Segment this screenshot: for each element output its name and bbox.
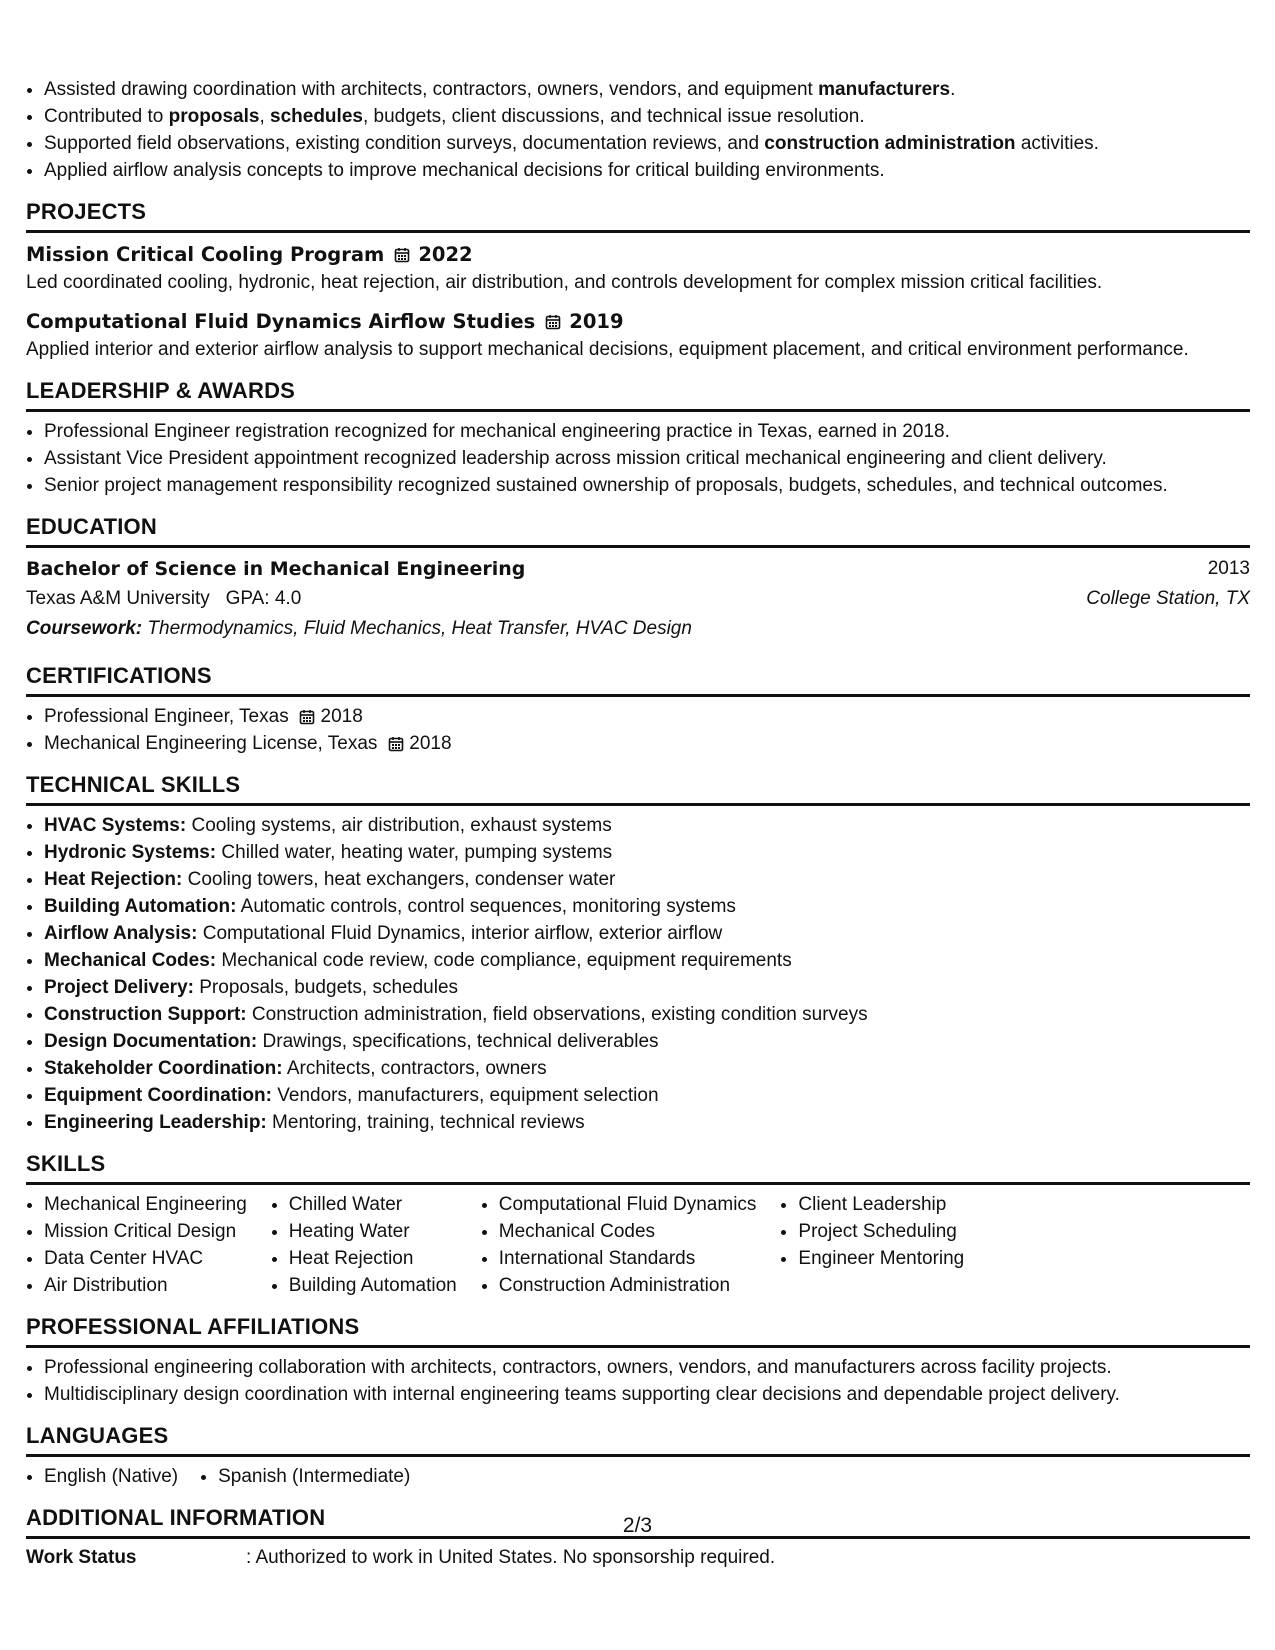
resume-page — [26, 76, 1250, 1571]
list-item: • Engineer Mentoring — [798, 1245, 964, 1272]
project-name: Computational Fluid Dynamics Airflow Studies — [26, 310, 536, 333]
list-item: • Assistant Vice President appointment recognized leadership across mission critical mechanical engineering and client delivery. — [44, 445, 1250, 472]
list-item: • Contributed to proposals, schedules, budgets, client discussions, and technical issue resolution. — [44, 103, 1250, 130]
project-heading — [26, 239, 1250, 270]
section-title: CERTIFICATIONS — [26, 663, 212, 688]
leadership-list — [26, 418, 1250, 499]
list-item: • English (Native) — [44, 1463, 178, 1490]
education-school-row — [26, 584, 1250, 614]
list-item: • Equipment Coordination: Vendors, manufacturers, equipment selection — [44, 1082, 1250, 1109]
skills-grid — [26, 1191, 1250, 1299]
list-item: • Construction Support: Construction administration, field observations, existing condition surveys — [44, 1001, 1250, 1028]
project-description: Applied interior and exterior airflow analysis to support mechanical decisions, equipment placement, and critical environment performance. — [26, 339, 1189, 360]
skills-column — [481, 1191, 757, 1299]
section-title: TECHNICAL SKILLS — [26, 772, 241, 797]
project-name: Mission Critical Cooling Program — [26, 243, 385, 266]
list-item: • Spanish (Intermediate) — [218, 1463, 410, 1490]
calendar-icon — [394, 247, 410, 263]
list-item: • Senior project management responsibility recognized sustained ownership of proposals, budgets, schedules, and technical outcomes. — [44, 472, 1250, 499]
experience-bullets — [26, 76, 1250, 184]
list-item: • Heat Rejection: Cooling towers, heat exchangers, condenser water — [44, 866, 1250, 893]
list-item: • Building Automation: Automatic controls, control sequences, monitoring systems — [44, 893, 1250, 920]
list-item: • Air Distribution — [44, 1272, 247, 1299]
section-title: ADDITIONAL INFORMATION — [26, 1505, 326, 1530]
list-item: • Hydronic Systems: Chilled water, heating water, pumping systems — [44, 839, 1250, 866]
languages-section — [26, 1422, 1250, 1490]
education-degree-row — [26, 554, 1250, 584]
list-item: • Professional engineering collaboration with architects, contractors, owners, vendors, and manufacturers across facility projects. — [44, 1354, 1250, 1381]
skills-column — [780, 1191, 964, 1299]
work-status-row — [26, 1545, 1250, 1571]
coursework-label: Coursework: — [26, 618, 143, 639]
list-item: • Supported field observations, existing condition surveys, documentation reviews, and construction administration activities. — [44, 130, 1250, 157]
school-name: Texas A&M University — [26, 588, 210, 609]
list-item: • Assisted drawing coordination with architects, contractors, owners, vendors, and equipment manufacturers. — [44, 76, 1250, 103]
page-number: 2/3 — [622, 1514, 653, 1537]
school-info — [26, 584, 301, 614]
section-title: LEADERSHIP & AWARDS — [26, 378, 296, 403]
section-divider — [26, 803, 1250, 806]
graduation-year: 2013 — [1207, 558, 1250, 579]
section-divider — [26, 1345, 1250, 1348]
school-location: College Station, TX — [1086, 588, 1250, 609]
list-item: • Chilled Water — [289, 1191, 457, 1218]
leadership-section — [26, 377, 1250, 499]
section-title: PROFESSIONAL AFFILIATIONS — [26, 1314, 360, 1339]
project-date: 2019 — [545, 306, 623, 337]
section-divider — [26, 545, 1250, 548]
list-item: • Project Delivery: Proposals, budgets, schedules — [44, 974, 1250, 1001]
technical-skills-list — [26, 812, 1250, 1136]
section-divider — [26, 694, 1250, 697]
gpa: GPA: 4.0 — [225, 588, 302, 609]
section-divider — [26, 1454, 1250, 1457]
list-item: • Heat Rejection — [289, 1245, 457, 1272]
coursework: Thermodynamics, Fluid Mechanics, Heat Transfer, HVAC Design — [147, 618, 692, 639]
list-item: • Multidisciplinary design coordination with internal engineering teams supporting clear decisions and dependable project delivery. — [44, 1381, 1250, 1408]
list-item: • Client Leadership — [798, 1191, 964, 1218]
section-divider — [26, 230, 1250, 233]
list-item: • Professional Engineer registration recognized for mechanical engineering practice in Texas, earned in 2018. — [44, 418, 1250, 445]
calendar-icon — [545, 314, 561, 330]
section-title: PROJECTS — [26, 199, 147, 224]
affiliations-section — [26, 1313, 1250, 1408]
section-title: LANGUAGES — [26, 1423, 169, 1448]
list-item: • Engineering Leadership: Mentoring, training, technical reviews — [44, 1109, 1250, 1136]
list-item: • Stakeholder Coordination: Architects, contractors, owners — [44, 1055, 1250, 1082]
calendar-icon — [299, 709, 315, 725]
section-title: SKILLS — [26, 1151, 106, 1176]
list-item: • Mechanical Engineering — [44, 1191, 247, 1218]
list-item: • Building Automation — [289, 1272, 457, 1299]
technical-skills-section — [26, 771, 1250, 1136]
list-item: • Mechanical Engineering License, Texas 2018 — [44, 730, 1250, 757]
certifications-section — [26, 662, 1250, 757]
section-divider — [26, 1182, 1250, 1185]
list-item: • Construction Administration — [499, 1272, 757, 1299]
section-divider — [26, 409, 1250, 412]
coursework-row — [26, 614, 1250, 644]
list-item: • Mechanical Codes — [499, 1218, 757, 1245]
list-item: • Airflow Analysis: Computational Fluid Dynamics, interior airflow, exterior airflow — [44, 920, 1250, 947]
work-status-label: Work Status — [26, 1547, 137, 1568]
work-status-value: : Authorized to work in United States. No sponsorship required. — [246, 1547, 776, 1568]
list-item: • International Standards — [499, 1245, 757, 1272]
list-item: • Heating Water — [289, 1218, 457, 1245]
list-item: • HVAC Systems: Cooling systems, air distribution, exhaust systems — [44, 812, 1250, 839]
project-date: 2022 — [394, 239, 472, 270]
list-item: • Mechanical Codes: Mechanical code review, code compliance, equipment requirements — [44, 947, 1250, 974]
skills-column — [271, 1191, 457, 1299]
degree: Bachelor of Science in Mechanical Engineering — [26, 558, 526, 580]
calendar-icon — [388, 736, 404, 752]
project-heading — [26, 306, 1250, 337]
affiliations-list — [26, 1354, 1250, 1408]
education-section — [26, 513, 1250, 644]
languages-list — [26, 1463, 1250, 1490]
certifications-list — [26, 703, 1250, 757]
list-item: • Data Center HVAC — [44, 1245, 247, 1272]
section-title: EDUCATION — [26, 514, 157, 539]
projects-section — [26, 198, 1250, 363]
list-item: • Mission Critical Design — [44, 1218, 247, 1245]
list-item: • Professional Engineer, Texas 2018 — [44, 703, 1250, 730]
list-item: • Computational Fluid Dynamics — [499, 1191, 757, 1218]
list-item: • Project Scheduling — [798, 1218, 964, 1245]
skills-section — [26, 1150, 1250, 1299]
project-description: Led coordinated cooling, hydronic, heat rejection, air distribution, and controls development for complex mission critical facilities. — [26, 272, 1103, 293]
list-item: • Applied airflow analysis concepts to improve mechanical decisions for critical building environments. — [44, 157, 1250, 184]
list-item: • Design Documentation: Drawings, specifications, technical deliverables — [44, 1028, 1250, 1055]
skills-column — [26, 1191, 247, 1299]
